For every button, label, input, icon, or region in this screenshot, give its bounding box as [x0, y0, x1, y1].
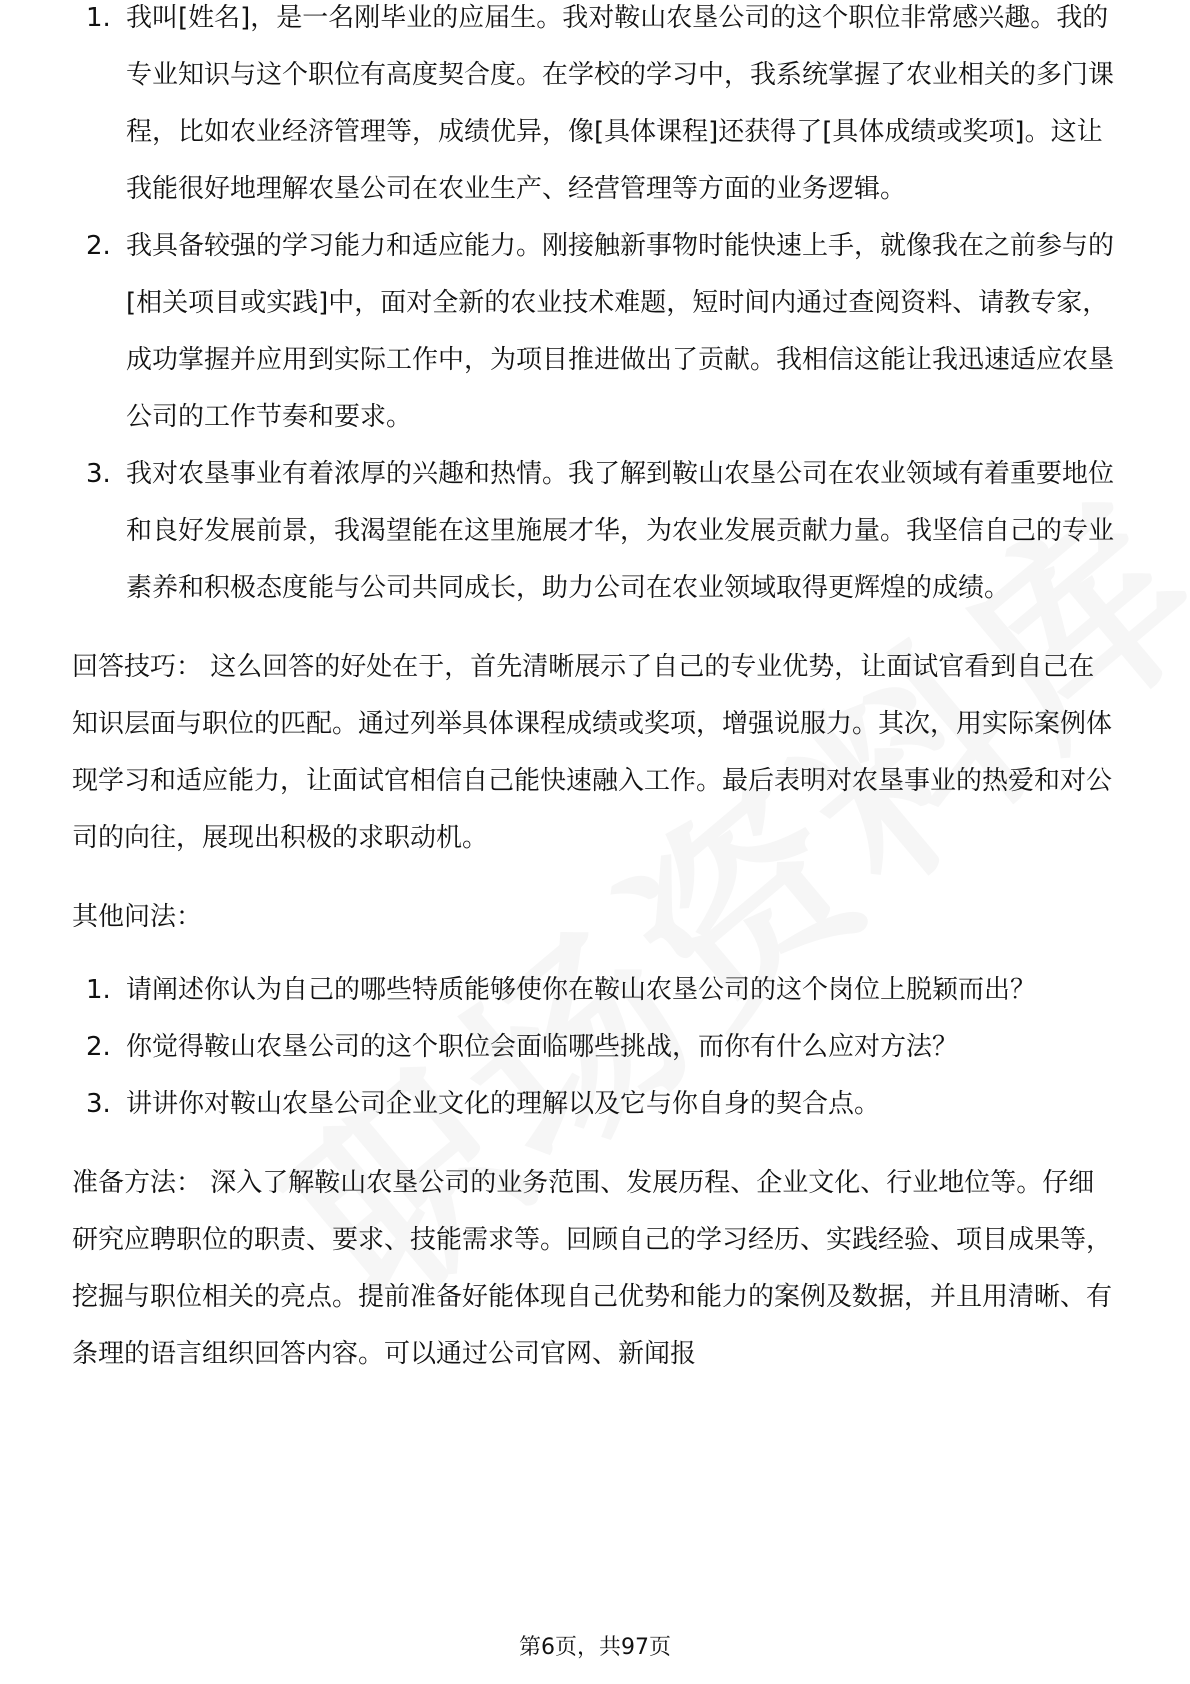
other-questions-heading: 其他问法： — [72, 902, 203, 932]
other-questions-list — [72, 962, 1118, 1133]
page-number-footer: 第6页，共97页 — [519, 1635, 671, 1660]
list-item — [72, 1076, 1118, 1133]
preparation-paragraph: 准备方法： 深入了解鞍山农垦公司的业务范围、发展历程、企业文化、行业地位等。仔细研究应聘职位的职责、要求、技能需求等。回顾自己的学习经历、实践经验、项目成果等，挖掘与职位相关的亮点。提前准备好能体现自己优势和能力的案例及数据，并且用清晰、有条理的语言组织回答内容。可以通过公司官网、新闻报 — [72, 1168, 1113, 1369]
list-item-number: 1. — [86, 3, 111, 33]
page-content — [72, 3, 1118, 1383]
list-item — [72, 0, 1118, 218]
list-item-number: 3. — [86, 459, 111, 489]
list-item-number: 2. — [86, 231, 111, 261]
answer-tips-paragraph: 回答技巧： 这么回答的好处在于，首先清晰展示了自己的专业优势，让面试官看到自己在知识层面与职位的匹配。通过列举具体课程成绩或奖项，增强说服力。其次，用实际案例体现学习和适应能力，让面试官相信自己能快速融入工作。最后表明对农垦事业的热爱和对公司的向往，展现出积极的求职动机。 — [72, 652, 1113, 853]
list-item — [72, 962, 1118, 1019]
list-item-text: 我具备较强的学习能力和适应能力。刚接触新事物时能快速上手，就像我在之前参与的[相关项目或实践]中，面对全新的农业技术难题，短时间内通过查阅资料、请教专家，成功掌握并应用到实际工作中，为项目推进做出了贡献。我相信这能让我迅速适应农垦公司的工作节奏和要求。 — [126, 231, 1115, 432]
list-item-text: 讲讲你对鞍山农垦公司企业文化的理解以及它与你自身的契合点。 — [126, 1089, 881, 1119]
list-item-number: 2. — [86, 1032, 111, 1062]
list-item-text: 我对农垦事业有着浓厚的兴趣和热情。我了解到鞍山农垦公司在农业领域有着重要地位和良好发展前景，我渴望能在这里施展才华，为农业发展贡献力量。我坚信自己的专业素养和积极态度能与公司共同成长，助力公司在农业领域取得更辉煌的成绩。 — [126, 459, 1115, 603]
list-item-number: 3. — [86, 1089, 111, 1119]
list-item-text: 请阐述你认为自己的哪些特质能够使你在鞍山农垦公司的这个岗位上脱颖而出？ — [126, 975, 1037, 1005]
list-item — [72, 1019, 1118, 1076]
list-item-text: 我叫[姓名]，是一名刚毕业的应届生。我对鞍山农垦公司的这个职位非常感兴趣。我的专业知识与这个职位有高度契合度。在学校的学习中，我系统掌握了农业相关的多门课程，比如农业经济管理等，成绩优异，像[具体课程]还获得了[具体成绩或奖项]。这让我能很好地理解农垦公司在农业生产、经营管理等方面的业务逻辑。 — [126, 3, 1115, 204]
list-item — [72, 218, 1118, 446]
answer-list — [72, 0, 1118, 617]
list-item-text: 你觉得鞍山农垦公司的这个职位会面临哪些挑战，而你有什么应对方法？ — [126, 1032, 959, 1062]
list-item-number: 1. — [86, 975, 111, 1005]
list-item — [72, 446, 1118, 617]
